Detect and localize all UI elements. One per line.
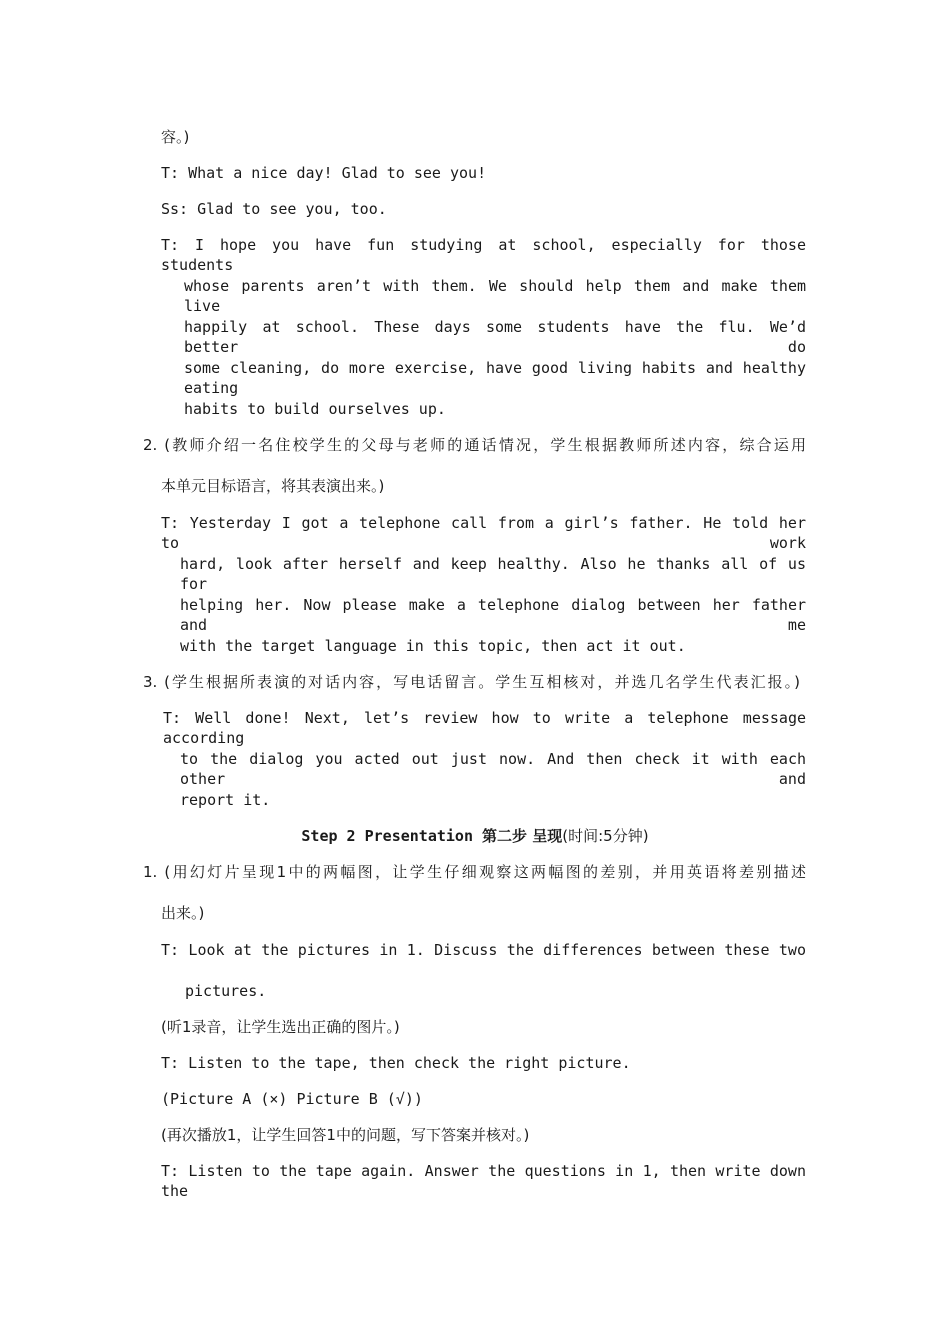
text-line: (听1录音，让学生选出正确的图片。) xyxy=(161,1018,400,1036)
section-heading-cn: 第二步 呈现 xyxy=(482,827,563,845)
section-heading xyxy=(0,826,950,846)
text-line: to the dialog you acted out just now. And then check it with each other and xyxy=(180,750,806,788)
text-line: Ss: Glad to see you, too. xyxy=(161,200,387,218)
text-line: hard, look after herself and keep healthy. Also he thanks all of us for xyxy=(180,555,806,593)
text-line: habits to build ourselves up. xyxy=(184,400,446,418)
text-line: whose parents aren’t with them. We should help them and make them live xyxy=(184,277,806,315)
text-line: 3. (学生根据所表演的对话内容，写电话留言。学生互相核对，并选几名学生代表汇报。) xyxy=(143,673,800,691)
text-line: helping her. Now please make a telephone dialog between her father and me xyxy=(180,596,806,634)
text-line: with the target language in this topic, then act it out. xyxy=(180,637,686,655)
text-line: T: What a nice day! Glad to see you! xyxy=(161,164,487,182)
section-heading-en: Step 2 Presentation xyxy=(301,827,483,845)
text-line: (Picture A (×) Picture B (√)) xyxy=(161,1090,423,1108)
text-line: some cleaning, do more exercise, have good living habits and healthy eating xyxy=(184,359,806,397)
text-line: 本单元目标语言，将其表演出来。) xyxy=(161,477,385,495)
text-line: 容。) xyxy=(161,128,190,146)
text-line: happily at school. These days some students have the flu. We’d better do xyxy=(184,318,806,356)
text-line: T: I hope you have fun studying at school, especially for those students xyxy=(161,236,806,274)
text-line: T: Listen to the tape, then check the right picture. xyxy=(161,1054,631,1072)
section-heading-time: (时间:5分钟) xyxy=(562,827,649,845)
text-line: 1. (用幻灯片呈现1中的两幅图，让学生仔细观察这两幅图的差别，并用英语将差别描述 xyxy=(143,863,806,881)
text-line: T: Yesterday I got a telephone call from a girl’s father. He told her to work xyxy=(161,514,806,552)
text-line: T: Look at the pictures in 1. Discuss the differences between these two xyxy=(161,941,806,959)
text-line: pictures. xyxy=(185,982,267,1000)
text-line: 出来。) xyxy=(161,904,205,922)
text-line: T: Listen to the tape again. Answer the questions in 1, then write down the xyxy=(161,1162,806,1200)
text-line: 2. (教师介绍一名住校学生的父母与老师的通话情况，学生根据教师所述内容，综合运用 xyxy=(143,436,806,454)
text-line: (再次播放1，让学生回答1中的问题，写下答案并核对。) xyxy=(161,1126,530,1144)
text-line: report it. xyxy=(180,791,271,809)
text-line: T: Well done! Next, let’s review how to write a telephone message according xyxy=(163,709,806,747)
